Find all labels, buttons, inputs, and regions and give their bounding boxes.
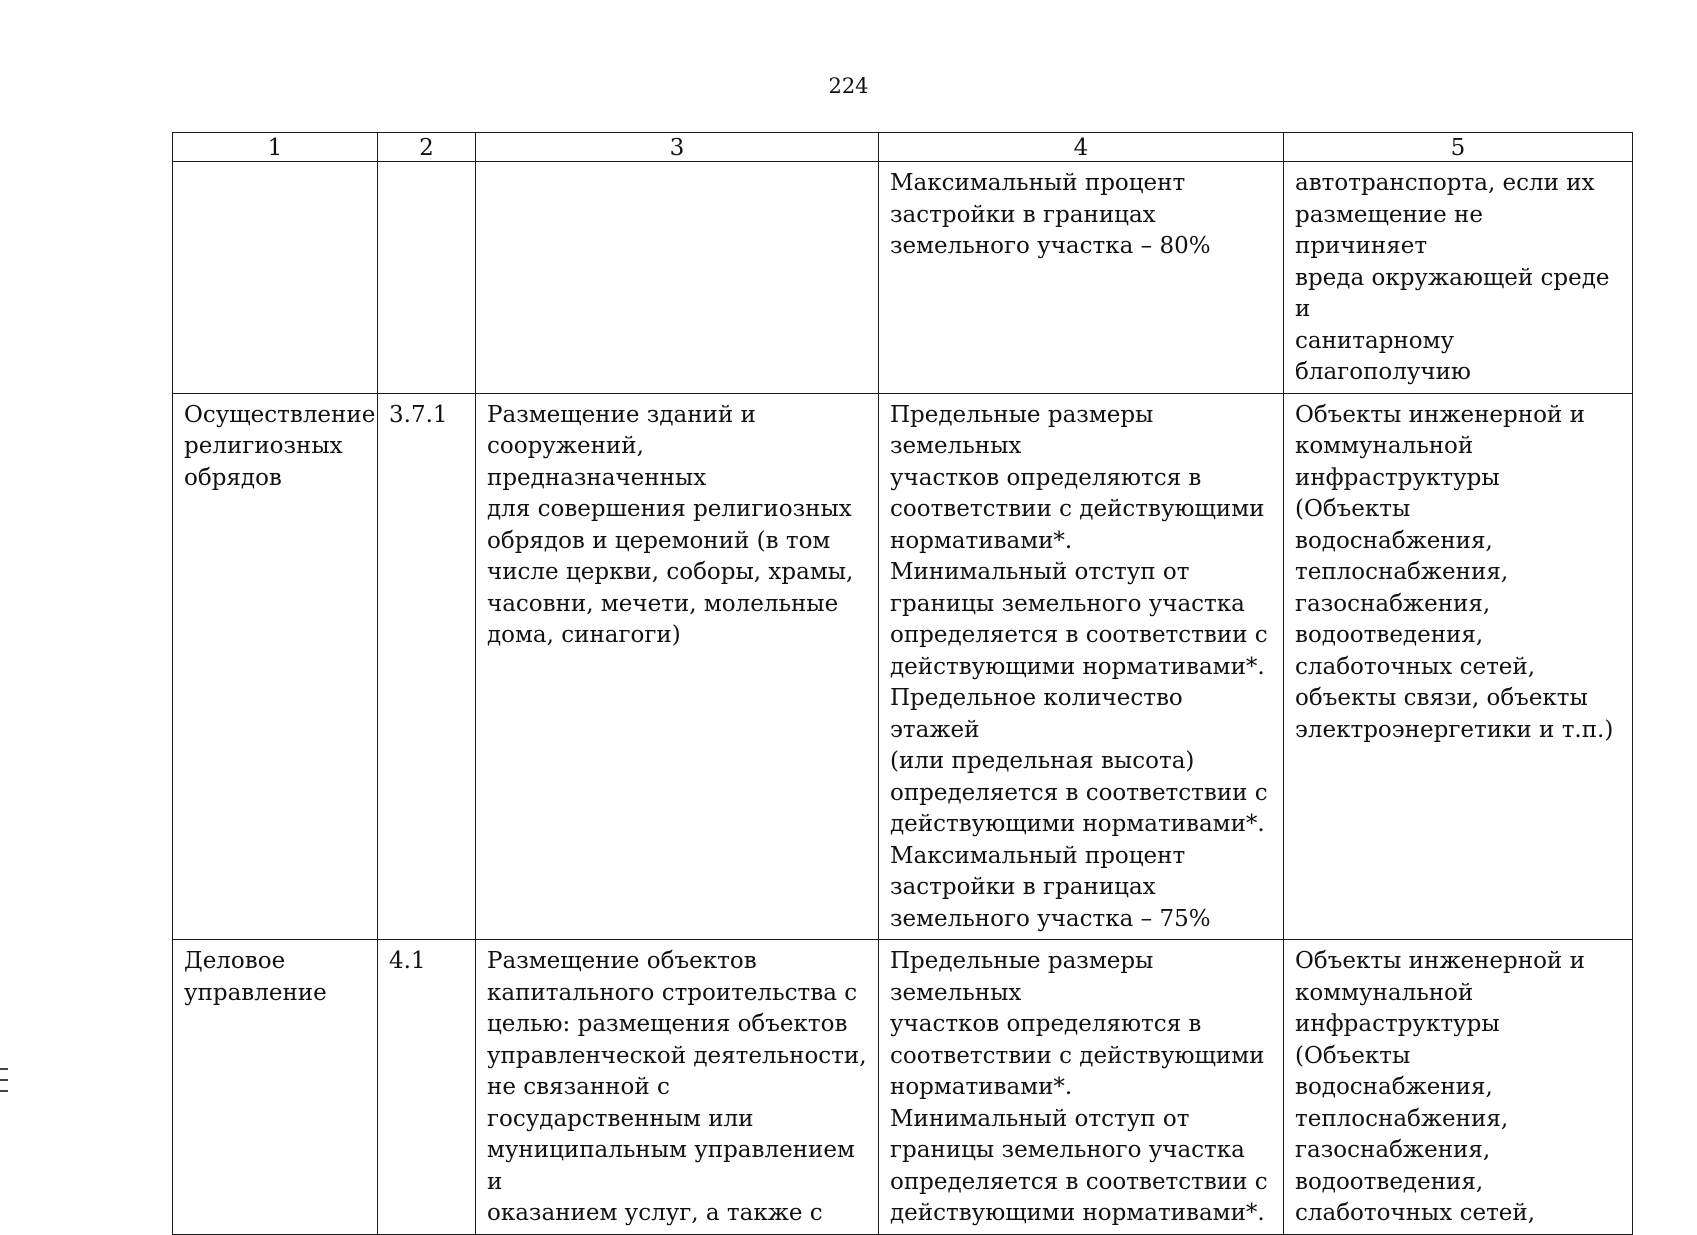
table-cell: Деловое управление [173, 940, 378, 1235]
table-cell: 4.1 [378, 940, 476, 1235]
table-cell: Размещение объектов капитального строительства с целью: размещения объектов управленческой деятельности, не связанной с государственным или муниципальным управлением и оказанием услуг, а также с [476, 940, 879, 1235]
table-cell: 3.7.1 [378, 393, 476, 940]
table-row [173, 393, 1633, 940]
column-header: 5 [1284, 133, 1633, 162]
table-cell: Предельные размеры земельных участков определяются в соответствии с действующими нормативами*. Минимальный отступ от границы земельного участка определяется в соответствии с действующими нормативами*. Предельное количество этажей (или предельная высота) определяется в соответствии с действующими нормативами*. Максимальный процент застройки в границах земельного участка – 75% [879, 393, 1284, 940]
table-cell: Предельные размеры земельных участков определяются в соответствии с действующими нормативами*. Минимальный отступ от границы земельного участка определяется в соответствии с действующими нормативами*. [879, 940, 1284, 1235]
table-cell: автотранспорта, если их размещение не причиняет вреда окружающей среде и санитарному благополучию [1284, 162, 1633, 394]
table-row [173, 162, 1633, 394]
table-cell [476, 162, 879, 394]
table-cell: Осуществление религиозных обрядов [173, 393, 378, 940]
column-header: 4 [879, 133, 1284, 162]
table-row [173, 940, 1633, 1235]
table-cell: Объекты инженерной и коммунальной инфраструктуры (Объекты водоснабжения, теплоснабжения, газоснабжения, водоотведения, слаботочных сетей, [1284, 940, 1633, 1235]
table-cell: Объекты инженерной и коммунальной инфраструктуры (Объекты водоснабжения, теплоснабжения, газоснабжения, водоотведения, слаботочных сетей, объекты связи, объекты электроэнергетики и т.п.) [1284, 393, 1633, 940]
table-cell [173, 162, 378, 394]
binding-margin-mark [0, 1068, 8, 1098]
column-header: 1 [173, 133, 378, 162]
table-header-row [173, 133, 1633, 162]
table-cell: Максимальный процент застройки в границах земельного участка – 80% [879, 162, 1284, 394]
regulations-table [172, 132, 1633, 1235]
column-header: 2 [378, 133, 476, 162]
table-cell [378, 162, 476, 394]
table-cell: Размещение зданий и сооружений, предназначенных для совершения религиозных обрядов и церемоний (в том числе церкви, соборы, храмы, часовни, мечети, молельные дома, синагоги) [476, 393, 879, 940]
column-header: 3 [476, 133, 879, 162]
page-number: 224 [828, 74, 869, 98]
